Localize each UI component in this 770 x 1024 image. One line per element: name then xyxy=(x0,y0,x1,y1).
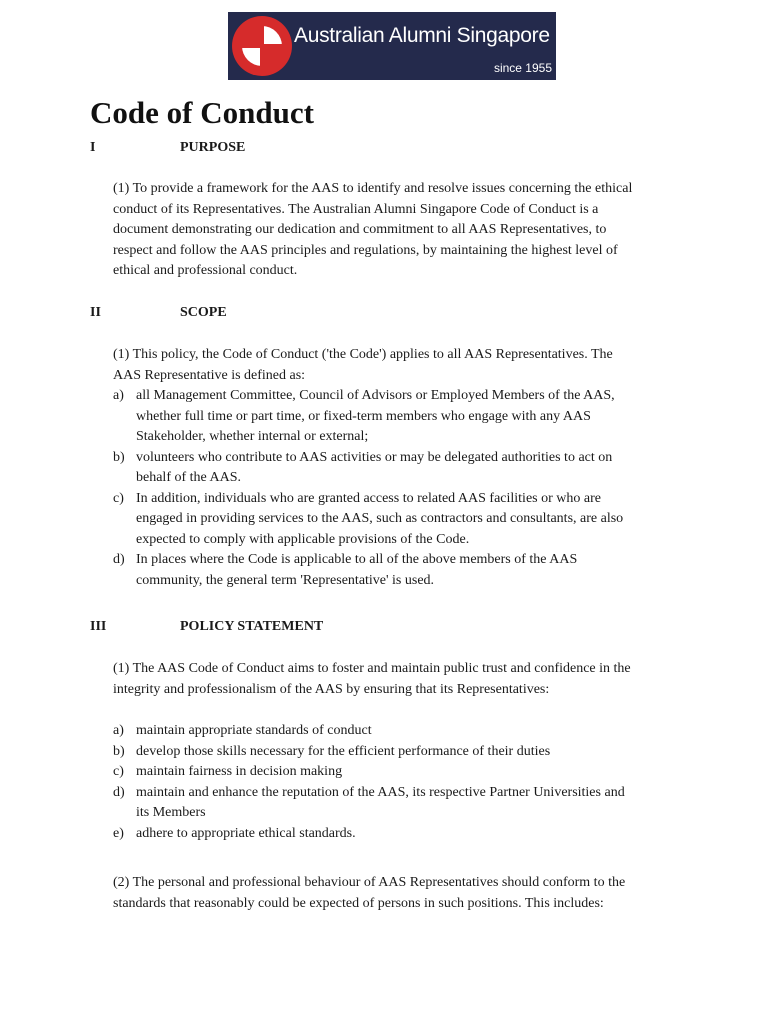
section-number: II xyxy=(90,305,101,320)
list-item-text: adhere to appropriate ethical standards. xyxy=(136,825,356,841)
list-marker: b) xyxy=(113,743,125,759)
logo-name: Australian Alumni Singapore xyxy=(294,24,550,47)
policy-list xyxy=(113,721,638,844)
list-marker: a) xyxy=(113,723,124,738)
list-marker: c) xyxy=(113,490,124,506)
list-marker: b) xyxy=(113,449,125,465)
scope-paragraph: (1) This policy, the Code of Conduct ('the Code') applies to all AAS Representatives. The AAS Representative is defined as: xyxy=(113,347,613,383)
aas-logo xyxy=(228,12,556,80)
list-marker: c) xyxy=(113,764,124,779)
list-marker: a) xyxy=(113,388,124,403)
list-item-text: develop those skills necessary for the efficient performance of their duties xyxy=(136,743,551,759)
list-item-text: maintain appropriate standards of conduct xyxy=(136,723,372,738)
list-item xyxy=(113,824,638,845)
aas-seal-icon xyxy=(230,14,294,78)
list-item-text: maintain fairness in decision making xyxy=(136,764,343,779)
section-title: SCOPE xyxy=(180,305,227,320)
section-title: PURPOSE xyxy=(180,140,246,155)
scope-list xyxy=(113,386,638,591)
list-item-text: maintain and enhance the reputation of the AAS, its respective Partner Universities and its Members xyxy=(136,784,625,820)
purpose-paragraph: (1) To provide a framework for the AAS to identify and resolve issues concerning the ethical conduct of its Representatives. The Australian Alumni Singapore Code of Conduct is a document demonstrating our dedication and commitment to all AAS Representatives, to respect and follow the AAS principles and regulations, by maintaining the highest level of ethical and professional conduct. xyxy=(113,181,633,278)
section-title: POLICY STATEMENT xyxy=(180,619,324,634)
list-item-text: In places where the Code is applicable to all of the above members of the AAS community, the general term 'Representative' is used. xyxy=(136,552,578,588)
section-number: III xyxy=(90,619,107,634)
section-number: I xyxy=(90,140,96,155)
list-marker: d) xyxy=(113,784,125,800)
list-item xyxy=(113,386,638,448)
list-item xyxy=(113,762,638,783)
list-item xyxy=(113,742,638,763)
policy-paragraph: (1) The AAS Code of Conduct aims to foster and maintain public trust and confidence in the integrity and professionalism of the AAS by ensuring that its Representatives: xyxy=(113,661,631,697)
list-item xyxy=(113,783,638,824)
list-item xyxy=(113,721,638,742)
list-item-text: volunteers who contribute to AAS activities or may be delegated authorities to act on behalf of the AAS. xyxy=(136,449,613,485)
list-item xyxy=(113,448,638,489)
list-item-text: all Management Committee, Council of Advisors or Employed Members of the AAS, whether full time or part time, or fixed-term members who engage with any AAS Stakeholder, whether internal or external; xyxy=(136,388,615,444)
page-title: Code of Conduct xyxy=(90,95,314,130)
list-marker: e) xyxy=(113,825,124,841)
list-item xyxy=(113,550,638,591)
logo-since: since 1955 xyxy=(493,61,552,75)
policy-paragraph-2: (2) The personal and professional behaviour of AAS Representatives should conform to the standards that reasonably could be expected of persons in such positions. This includes: xyxy=(113,875,626,911)
list-item xyxy=(113,489,638,551)
list-item-text: In addition, individuals who are granted access to related AAS facilities or who are engaged in providing services to the AAS, such as contractors and consultants, are also expected to comply with applicable provisions of the Code. xyxy=(136,490,624,547)
list-marker: d) xyxy=(113,552,125,567)
